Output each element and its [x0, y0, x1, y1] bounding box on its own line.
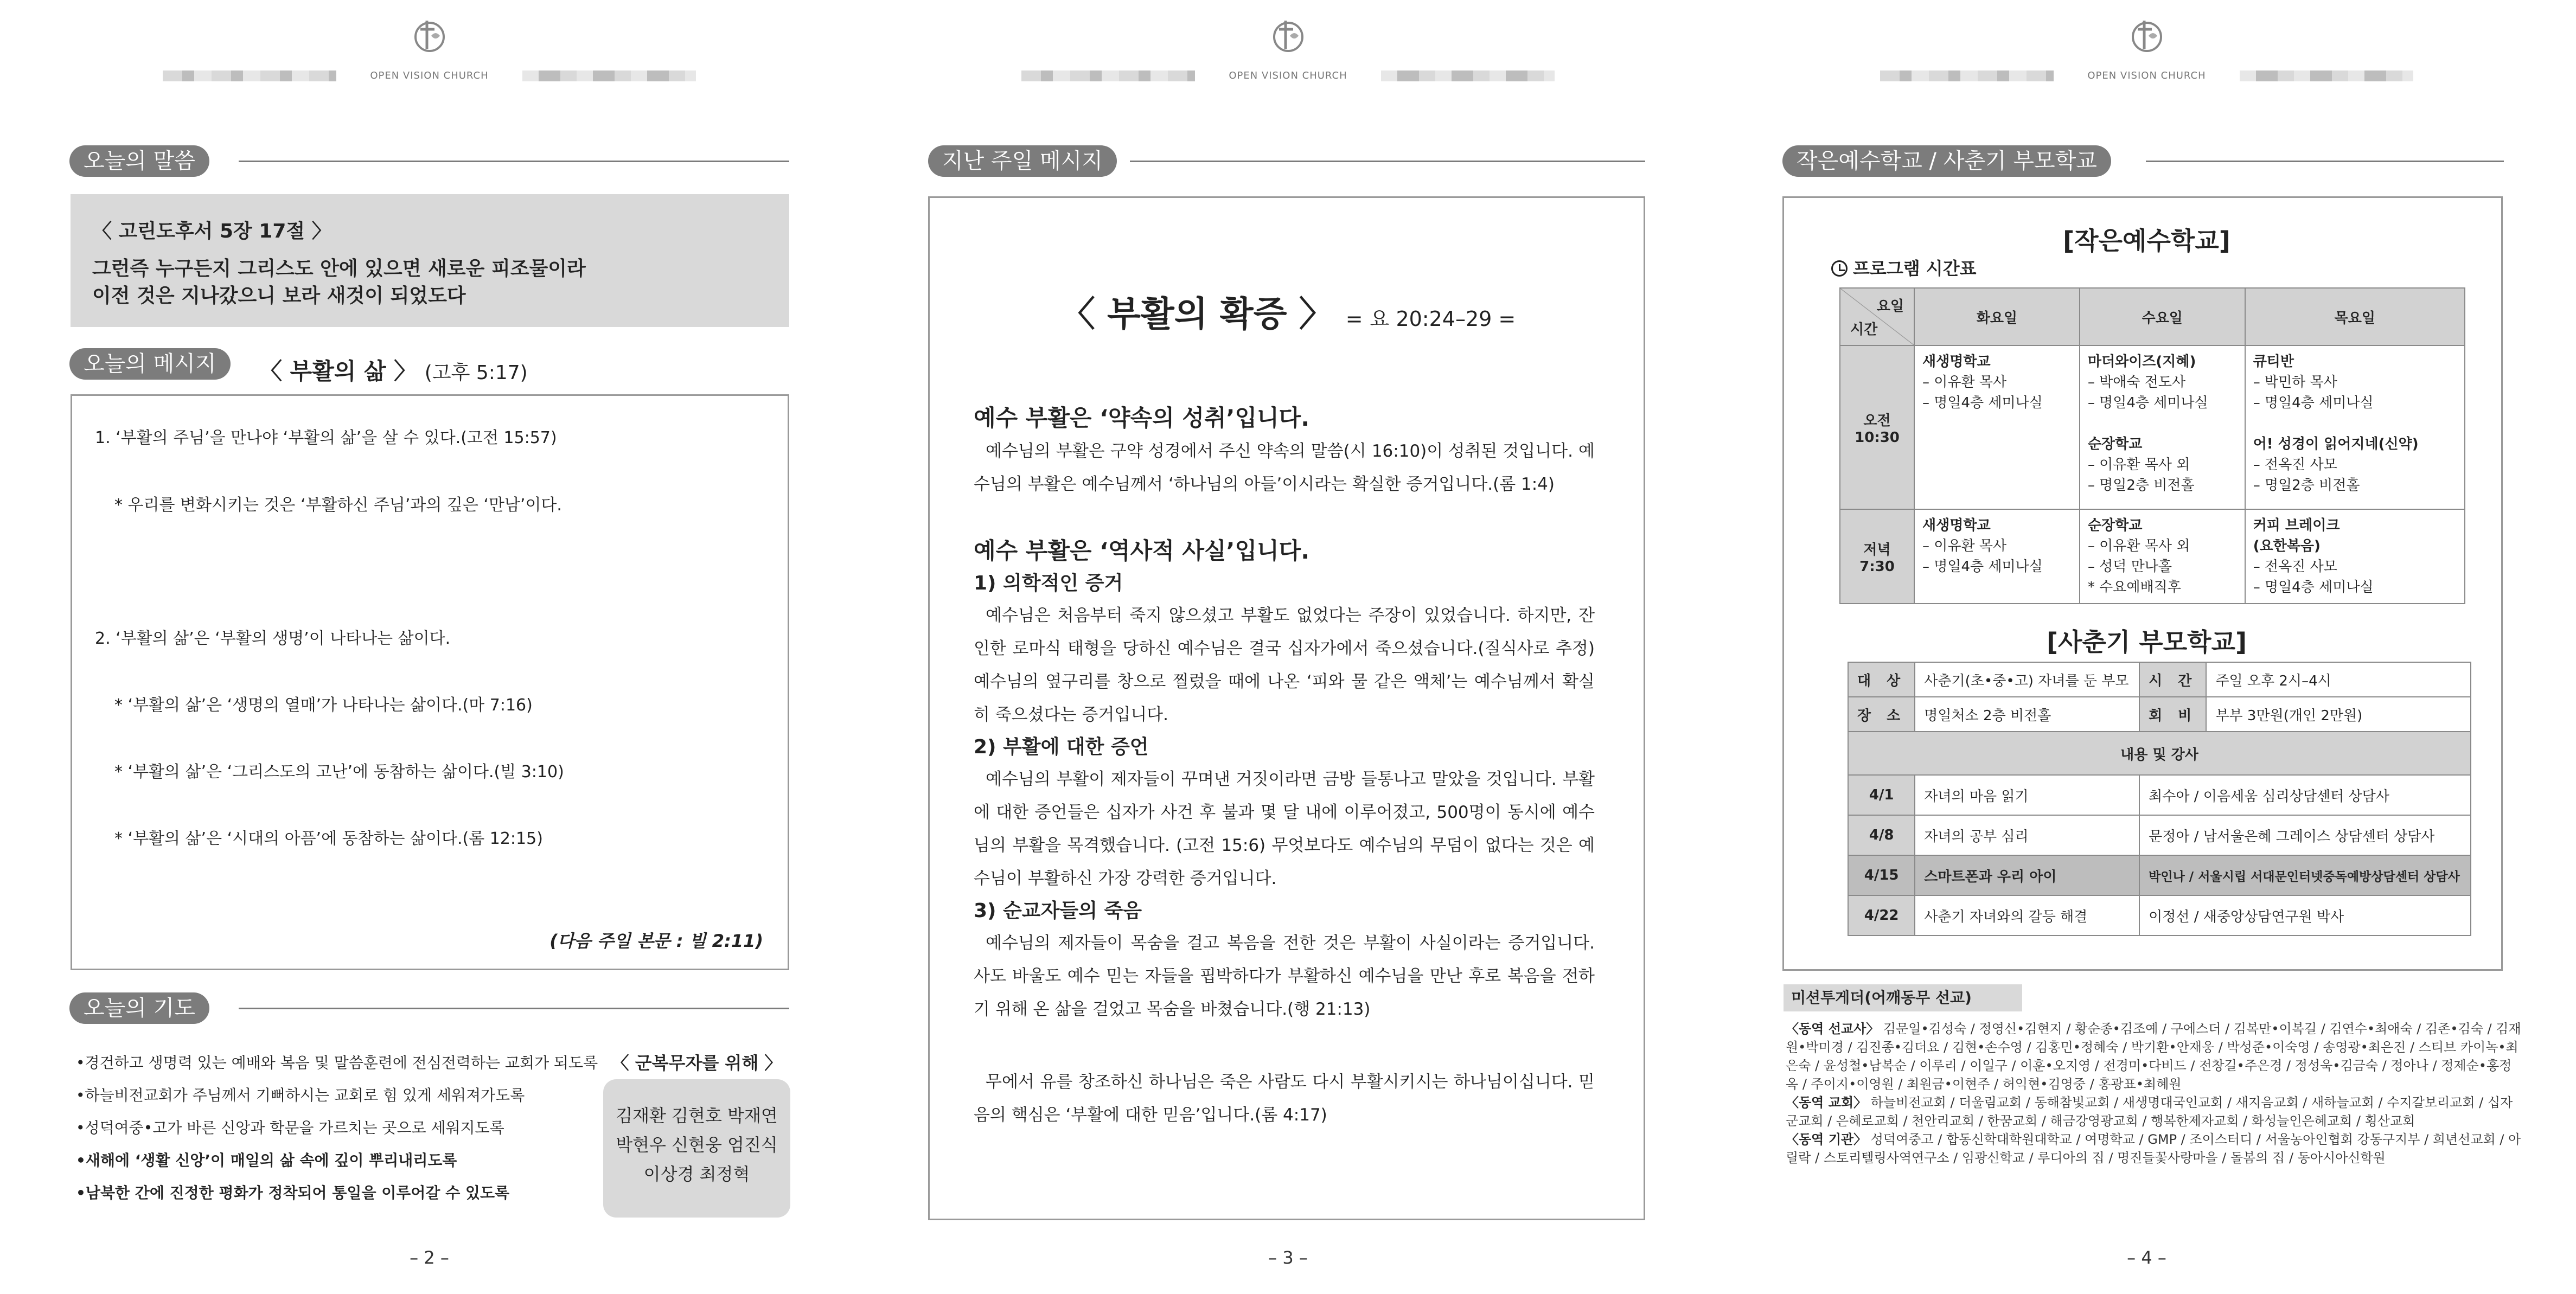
class-name: 순장학교: [2087, 517, 2143, 534]
sermon-conclusion: [974, 1066, 1595, 1132]
corner-time-label: 시간: [1850, 322, 1878, 338]
mission-group-list: 하늘비전교회 / 더울림교회 / 동해참빛교회 / 새생명대국인교회 / 새지음교회 / 새하늘교회 / 수지갈보리교회 / 십자군교회 / 은혜로교회 / 천안리교회 / 한꿈교회 / 해금강영광교회 / 행복한제자교회 / 화성늘인은혜교회 / 횡산교회: [1786, 1095, 2513, 1129]
parent-school-title: [사춘기 부모학교]: [2046, 627, 2247, 657]
info-label: 회 비: [2139, 697, 2206, 732]
sermon-title: [859, 286, 1717, 336]
class-name: 큐티반: [2253, 354, 2294, 370]
outline-subpoint: * ‘부활의 삶’은 ‘생명의 열매’가 나타나는 삶이다.(마 7:16): [114, 696, 533, 715]
class-name: 어! 성경이 읽어지네(신약): [2253, 436, 2419, 452]
sermon-paragraph: 예수님은 처음부터 죽지 않으셨고 부활도 없었다는 주장이 있었습니다. 하지만, 잔인한 로마식 태형을 당하신 예수님은 결국 십자가에서 죽으셨습니다.(질식사로 추정) 예수님의 옆구리를 창으로 찔렀을 때에 나온 ‘피와 물 같은 액체’는 예수님께서 확실히 죽으셨다는 증거입니다.: [974, 606, 1595, 725]
time-label: 오전: [1863, 412, 1891, 429]
info-value: 사춘기(초•중•고) 자녀를 둔 부모: [1915, 662, 2139, 697]
mission-group-label: 〈동역 선교사〉: [1786, 1021, 1880, 1036]
mission-group-label: 〈동역 기관〉: [1786, 1132, 1867, 1147]
message-outline-box: [71, 394, 789, 970]
parent-school-table: [1848, 662, 2471, 936]
class-detail: – 전옥진 사모: [2253, 559, 2337, 575]
schedule-topic: 사춘기 자녀와의 갈등 해결: [1915, 895, 2139, 936]
info-value: 주일 오후 2시–4시: [2206, 662, 2471, 697]
page-number: – 2 –: [410, 1247, 449, 1268]
timetable-row: [1840, 509, 2465, 604]
class-cell: [2080, 509, 2245, 604]
class-detail: – 성덕 만나홀: [2087, 559, 2172, 575]
verse-line: 그런즉 누구든지 그리스도 안에 있으면 새로운 피조물이라: [92, 258, 586, 280]
info-row: [1848, 662, 2471, 697]
class-detail: – 명일4층 세미나실: [2087, 395, 2208, 411]
schedule-topic: 스마트폰과 우리 아이: [1915, 855, 2139, 895]
prayer-item: •하늘비전교회가 주님께서 기뻐하시는 교회로 힘 있게 세워져가도록: [76, 1086, 525, 1104]
section-prayer: 오늘의 기도: [69, 992, 209, 1024]
church-header: [1717, 16, 2576, 81]
section-divider: [239, 161, 789, 162]
class-detail: – 이유환 목사 외: [2087, 538, 2190, 554]
prayer-item: •남북한 간에 진정한 평화가 정착되어 통일을 이루어갈 수 있도록: [76, 1184, 510, 1202]
mission-group: [1786, 1020, 2523, 1093]
alarm-clock-icon: [1831, 260, 1848, 277]
mission-group-label: 〈동역 교회〉: [1786, 1095, 1867, 1110]
sermon-point-1: [974, 401, 1595, 501]
message-reference: (고후 5:17): [424, 362, 528, 384]
class-name: 마더와이즈(지혜): [2087, 354, 2196, 370]
class-name: 새생명학교: [1922, 354, 1991, 370]
outline-subpoint: * ‘부활의 삶’은 ‘시대의 아픔’에 동참하는 삶이다.(롬 12:15): [114, 829, 543, 848]
military-title: 〈 군복무자를 위해 〉: [611, 1053, 782, 1073]
section-divider: [239, 1008, 789, 1009]
section-message: 오늘의 메시지: [69, 348, 231, 380]
page-number: – 4 –: [2127, 1247, 2166, 1268]
class-cell: [1914, 509, 2080, 604]
info-label: 장 소: [1848, 697, 1915, 732]
content-header: 내용 및 강사: [1848, 732, 2471, 775]
church-name: OPEN VISION CHURCH: [2087, 70, 2206, 81]
verse-reference: 〈 고린도후서 5장 17절 〉: [92, 220, 331, 242]
mission-together-tag: 미션투게더(어깨동무 선교): [1784, 984, 2022, 1011]
sermon-subheading: 3) 순교자들의 죽음: [974, 900, 1142, 922]
class-detail: – 박애숙 전도사: [2087, 374, 2186, 390]
class-cell: [1914, 345, 2080, 509]
time-value: 10:30: [1855, 429, 1900, 446]
church-logo-icon: [411, 16, 449, 54]
schedule-speaker: 최수아 / 이음세움 심리상담센터 상담사: [2139, 775, 2471, 815]
class-detail: – 명일4층 세미나실: [1922, 559, 2043, 575]
schedule-row-highlighted: [1848, 855, 2471, 895]
class-detail: – 이유환 목사: [1922, 538, 2007, 554]
section-divider: [1130, 161, 1645, 162]
sermon-point-2: [974, 534, 1595, 1026]
section-schools: 작은예수학교 / 사춘기 부모학교: [1782, 145, 2111, 177]
verse-box: [71, 194, 789, 327]
school-title: [작은예수학교]: [2063, 226, 2230, 255]
class-name: 새생명학교: [1922, 517, 1991, 534]
mission-group: [1786, 1130, 2523, 1167]
class-detail: – 명일4층 세미나실: [1922, 395, 2043, 411]
class-detail: – 명일2층 비전홀: [2253, 477, 2360, 494]
section-divider: [2146, 161, 2504, 162]
outline-point: 2. ‘부활의 삶’은 ‘부활의 생명’이 나타나는 삶이다.: [95, 629, 451, 648]
sermon-paragraph: 예수님의 부활이 제자들이 꾸며낸 거짓이라면 금방 들통나고 말았을 것입니다. 부활에 대한 증언들은 십자가 사건 후 불과 몇 달 내에 이루어졌고, 500명이 동시에 예수님의 부활을 목격했습니다. (고전 15:6) 무엇보다도 예수님의 무덤이 없다는 것은 예수님이 부활하신 가장 강력한 증거입니다.: [974, 770, 1595, 888]
mission-group: [1786, 1093, 2523, 1130]
class-detail: – 명일4층 세미나실: [2253, 579, 2374, 595]
outline-subpoint: * 우리를 변화시키는 것은 ‘부활하신 주님’과의 깊은 ‘만남’이다.: [114, 496, 562, 515]
sermon-paragraph: 무에서 유를 창조하신 하나님은 죽은 사람도 다시 부활시키시는 하나님이십니다. 믿음의 핵심은 ‘부활에 대한 믿음’입니다.(롬 4:17): [974, 1072, 1595, 1125]
class-detail: – 명일2층 비전홀: [2087, 477, 2195, 494]
class-detail: – 이유환 목사: [1922, 374, 2007, 390]
class-cell: [2245, 345, 2465, 509]
sermon-paragraph: 예수님의 부활은 구약 성경에서 주신 약속의 말씀(시 16:10)이 성취된 것입니다. 예수님의 부활은 예수님께서 ‘하나님의 아들’이시라는 확실한 증거입니다.(롬 1:4): [974, 441, 1595, 494]
class-detail: – 박민하 목사: [2253, 374, 2337, 390]
info-value: 명일처소 2층 비전홀: [1915, 697, 2139, 732]
military-names: 박현우 신현웅 엄진식: [616, 1135, 778, 1155]
class-name: 순장학교: [2087, 436, 2143, 452]
sermon-heading: 예수 부활은 ‘역사적 사실’입니다.: [974, 537, 1310, 564]
schedule-date: 4/1: [1848, 775, 1915, 815]
timetable-corner: [1840, 288, 1914, 345]
corner-day-label: 요일: [1876, 298, 1904, 315]
message-title: [259, 354, 528, 386]
church-header: [859, 16, 1717, 81]
info-value: 부부 3만원(개인 2만원): [2206, 697, 2471, 732]
class-name: 커피 브레이크: [2253, 517, 2340, 534]
class-detail: – 전옥진 사모: [2253, 457, 2337, 473]
schedule-topic: 자녀의 마음 읽기: [1915, 775, 2139, 815]
class-cell: [2080, 345, 2245, 509]
info-label: 시 간: [2139, 662, 2206, 697]
schedule-speaker: 박인나 / 서울시립 서대문인터넷중독예방상담센터 상담사: [2139, 855, 2471, 895]
schedule-date: 4/15: [1848, 855, 1915, 895]
next-week-text: (다음 주일 본문 : 빌 2:11): [549, 931, 763, 951]
sermon-title-reference: = 요 20:24–29 =: [1345, 307, 1516, 331]
prayer-list: [76, 1047, 597, 1209]
prayer-item: •새해에 ‘생활 신앙’이 매일의 삶 속에 깊이 뿌리내리도록: [76, 1151, 457, 1169]
schedule-topic: 자녀의 공부 심리: [1915, 815, 2139, 855]
page-2: [0, 0, 859, 1294]
mission-partners: [1786, 1020, 2523, 1167]
outline-point: 1. ‘부활의 주님’을 만나야 ‘부활의 삶’을 살 수 있다.(고전 15:57): [95, 428, 557, 447]
schedule-row: [1848, 815, 2471, 855]
timetable-row: [1840, 345, 2465, 509]
sermon-heading: 예수 부활은 ‘약속의 성취’입니다.: [974, 405, 1310, 431]
section-word: 오늘의 말씀: [69, 145, 209, 177]
mission-group-list: 김문일•김성숙 / 정영신•김현지 / 황순종•김조예 / 구에스더 / 김복만•이복길 / 김연수•최애숙 / 김존•김숙 / 김재원•박미경 / 김진종•김더요 / 김현•손수영 / 김홍민•정혜숙 / 박기환•안재웅 / 박성준•이숙영 / 송영광•최은진 / 스티브 카이녹•최은숙 / 윤성철•남복순 / 이루리 / 이일구 / 이훈•오지영 / 전경미•다비드 / 전창길•주은경 / 정성욱•김금숙 / 정아나 / 정제순•홍정옥 / 주이지•이영원 / 최원금•이현주 / 허익현•김영중 / 홍광표•최혜원: [1786, 1021, 2521, 1092]
page-3: [859, 0, 1717, 1294]
prayer-item: •경건하고 생명력 있는 예배와 복음 및 말씀훈련에 전심전력하는 교회가 되도록: [76, 1054, 598, 1072]
day-header: 수요일: [2080, 288, 2245, 345]
day-header: 목요일: [2245, 288, 2465, 345]
class-detail: – 명일4층 세미나실: [2253, 395, 2374, 411]
sermon-paragraph: 예수님의 제자들이 목숨을 걸고 복음을 전한 것은 부활이 사실이라는 증거입니다. 사도 바울도 예수 믿는 자들을 핍박하다가 부활하신 예수님을 만난 후로 복음을 전하기 위해 온 삶을 걸었고 목숨을 바쳤습니다.(행 21:13): [974, 933, 1595, 1019]
church-logo-icon: [2128, 16, 2166, 54]
program-label: [1831, 255, 1977, 280]
military-names-box: [603, 1079, 790, 1218]
military-prayer: [603, 1047, 790, 1218]
class-detail: * 수요예배직후: [2087, 579, 2181, 595]
program-label-text: 프로그램 시간표: [1853, 258, 1977, 279]
program-timetable: [1839, 287, 2465, 604]
time-cell: [1840, 345, 1914, 509]
sermon-subheading: 1) 의학적인 증거: [974, 572, 1123, 594]
time-value: 7:30: [1859, 558, 1895, 575]
schedule-speaker: 문정아 / 남서울은혜 그레이스 상담센터 상담사: [2139, 815, 2471, 855]
schedule-date: 4/8: [1848, 815, 1915, 855]
schedule-row: [1848, 775, 2471, 815]
info-label: 대 상: [1848, 662, 1915, 697]
message-title-text: 〈 부활의 삶 〉: [259, 358, 417, 385]
section-last-sermon: 지난 주일 메시지: [928, 145, 1117, 177]
church-name: OPEN VISION CHURCH: [1229, 70, 1347, 81]
military-names: 김재환 김현호 박재연: [616, 1105, 778, 1126]
page-4: [1717, 0, 2576, 1294]
church-header: [0, 16, 859, 81]
church-logo-icon: [1269, 16, 1307, 54]
page-number: – 3 –: [1268, 1247, 1308, 1268]
prayer-item: •성덕여중•고가 바른 신앙과 학문을 가르치는 곳으로 세워지도록: [76, 1119, 504, 1137]
verse-line: 이전 것은 지나갔으니 보라 새것이 되었도다: [92, 285, 466, 307]
class-cell: [2245, 509, 2465, 604]
church-name: OPEN VISION CHURCH: [370, 70, 489, 81]
schedule-row: [1848, 895, 2471, 936]
content-header-row: [1848, 732, 2471, 775]
mission-group-list: 성덕여중고 / 합동신학대학원대학교 / 여명학교 / GMP / 조이스터디 / 서울농아인협회 강동구지부 / 희년선교회 / 아릴락 / 스토리텔링사역연구소 / 임광신학교 / 루디아의 집 / 명진들꽃사랑마을 / 돌봄의 집 / 동아시아신학원: [1786, 1132, 2521, 1165]
sermon-title-text: 〈 부활의 확증 〉: [1060, 294, 1334, 335]
schedule-date: 4/22: [1848, 895, 1915, 936]
timetable-header-row: [1840, 288, 2465, 345]
military-names: 이상경 최정혁: [643, 1164, 750, 1184]
schedule-speaker: 이정선 / 새중앙상담연구원 박사: [2139, 895, 2471, 936]
sermon-subheading: 2) 부활에 대한 증언: [974, 736, 1149, 758]
outline-subpoint: * ‘부활의 삶’은 ‘그리스도의 고난’에 동참하는 삶이다.(빌 3:10): [114, 763, 564, 781]
class-name: (요한복음): [2253, 538, 2321, 554]
info-row: [1848, 697, 2471, 732]
class-detail: – 이유환 목사 외: [2087, 457, 2190, 473]
time-cell: [1840, 509, 1914, 604]
day-header: 화요일: [1914, 288, 2080, 345]
time-label: 저녁: [1863, 541, 1891, 558]
